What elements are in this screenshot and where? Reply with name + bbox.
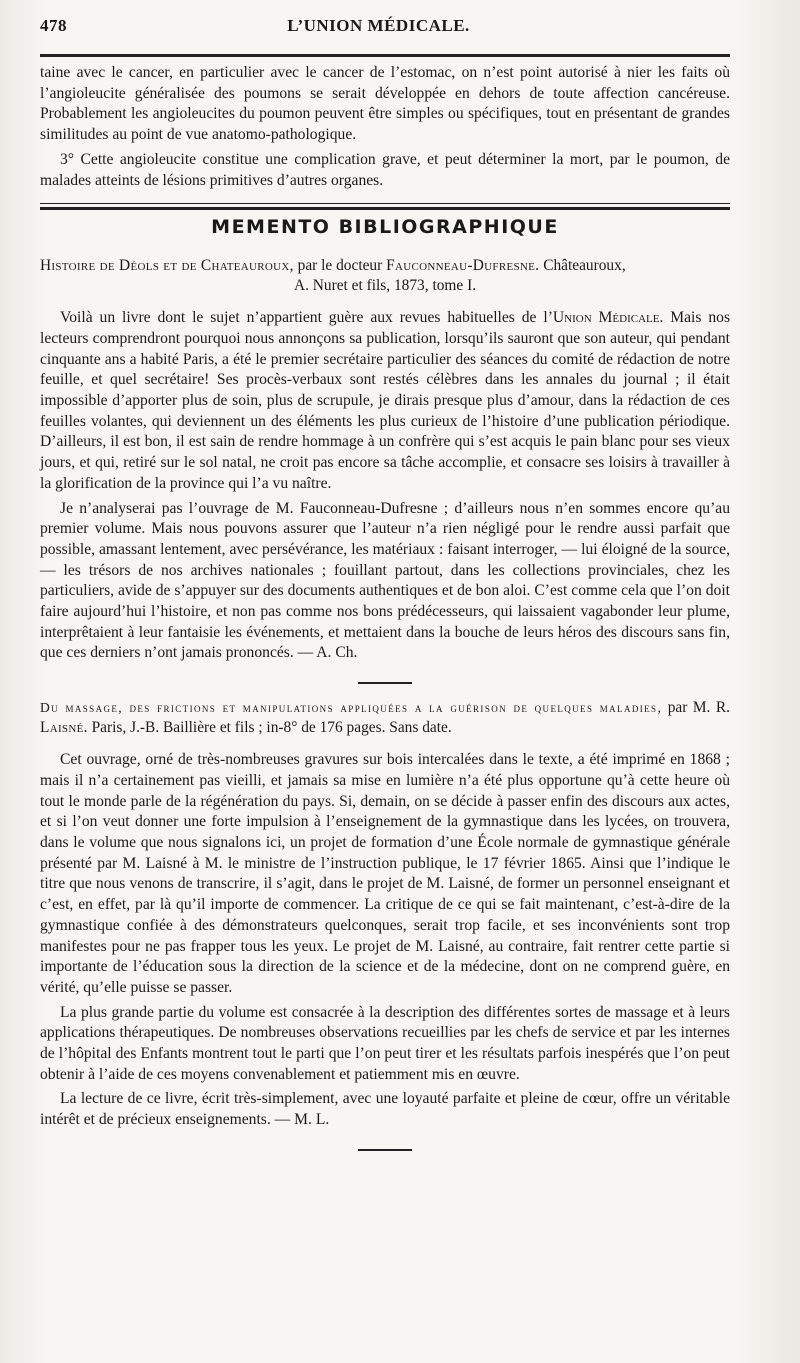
entry1-by: par le docteur (297, 257, 383, 275)
conclusion-point-3: 3° Cette angioleucite constitue une complication grave, et peut déterminer la mort, par le poumon, de malades atteints de lésions primitives d’autres organes. (40, 150, 730, 189)
page-header (40, 16, 730, 50)
section-divider (40, 203, 730, 210)
entry1-place: Châteauroux, (543, 257, 626, 275)
entry1-title: Histoire de Déols et de Chateauroux, (40, 257, 294, 275)
entry1-paragraph-1 (40, 308, 730, 494)
entry1-author: Fauconneau-Dufresne. (386, 257, 540, 275)
entry2-author: Laisné. (40, 719, 88, 737)
entry2-publisher: Paris, J.-B. Baillière et fils ; in-8° de 176 pages. Sans date. (91, 719, 452, 737)
entry2-paragraph-1: Cet ouvrage, orné de très-nombreuses gravures sur bois intercalées dans le texte, a été imprimé en 1868 ; mais il n’a certainement pas vieilli, et jamais sa mise en lumière n’a été plus opportune qu’à cette heure où tout le monde parle de la régénération du pays. Si, demain, on se décide à passer enfin des discours aux actes, et si l’on veut donner une forte impulsion à l’enseignement de la gymnastique dans les lycées, on trouvera, dans le volume que nous signalons ici, un projet de formation d’une École normale de gymnastique générale présenté par M. Laisné à M. le ministre de l’instruction publique, le 17 février 1865. Ainsi que l’indique le titre que nous venons de transcrire, il s’agit, dans le projet de M. Laisné, de former un personnel enseignant et c’est, en effet, par là qu’il importe de commencer. La critique de ce qui se fait maintenant, c’est-à-dire de la gymnastique confiée à des démonstrateurs quelconques, serait trop facile, et ses inconvénients sont trop manifestes pour ne pas frapper tous les yeux. Le projet de M. Laisné, au contraire, fait rentrer cette partie si importante de l’éducation sous la direction de la science et de la médecine, dont on ne comprend guère, en vérité, qu’elle puisse se passer. (40, 751, 730, 996)
entry1-heading (40, 256, 730, 296)
header-rule (40, 54, 730, 57)
entry1-paragraph-1-start: Voilà un livre dont le sujet n’appartient guère aux revues habituelles de l’ (60, 309, 553, 327)
entry1-publisher: A. Nuret et fils, 1873, tome I. (293, 277, 477, 295)
entry2-heading (40, 698, 730, 738)
section-title: MEMENTO BIBLIOGRAPHIQUE (211, 216, 559, 239)
continued-paragraph: taine avec le cancer, en particulier avec le cancer de l’estomac, on n’est point autorisé à nier les faits où l’angioleucite généralisée des poumons se serait développée en dehors de toute affection cancéreuse. Probablement les angioleucites du poumon peuvent être simples ou spécifiques, tout en présentant de grandes similitudes au point de vue anatomo-pathologique. (40, 64, 730, 144)
entry2-paragraph-2: La plus grande partie du volume est consacrée à la description des différentes sortes de massage et à leurs applications thérapeutiques. De nombreuses observations recueillies par les chefs de service et par les internes de l’hôpital des Enfants montrent tout le parti que l’on peut tirer et les résultats parfois inespérés que l’on peut obtenir à l’aide de ces moyens convenablement et patiemment mis en œuvre. (40, 1003, 730, 1083)
entry-separator (358, 682, 412, 684)
end-separator (358, 1149, 412, 1151)
entry2-paragraph-3: La lecture de ce livre, écrit très-simplement, avec une loyauté parfaite et pleine de cœur, offre un véritable intérêt et de précieux enseignements. — M. L. (40, 1090, 730, 1129)
entry2-by: par M. R. (667, 699, 730, 717)
page-number: 478 (40, 16, 67, 35)
entry2-title: Du massage, des frictions et manipulations appliquées a la guérison de quelques maladies, (40, 700, 663, 716)
journal-name: Union Médicale. (552, 309, 664, 327)
running-title: L’UNION MÉDICALE. (287, 16, 470, 35)
entry1-paragraph-2: Je n’analyserai pas l’ouvrage de M. Fauconneau-Dufresne ; d’ailleurs nous n’en sommes encore qu’au premier volume. Mais nous pouvons assurer que l’auteur n’a rien négligé pour le rendre aussi parfait que possible, amassant lentement, avec persévérance, les matériaux : faisant interroger, — lui éloigné de la source, — les trésors de nos archives nationales ; fouillant partout, dans les collections provinciales, chez les particuliers, avide de s’appuyer sur des documents authentiques et de bon aloi. C’est comme cela que l’on doit faire aujourd’hui l’histoire, et non pas comme nos bons prédécesseurs, qui laissaient vagabonder leur plume, interprêtaient à leur fantaisie les événements, et mettaient dans la bouche de leurs héros des discours sans fin, que ces derniers n’ont jamais prononcés. — A. Ch. (40, 499, 730, 662)
entry1-paragraph-1-rest: Mais nos lecteurs comprendront pourquoi nous annonçons sa publication, lorsqu’ils sauront que son auteur, qui pendant cinquante ans a habité Paris, a été le premier secrétaire particulier des séances du comité de rédaction de notre feuille, et quel secrétaire! Ses procès-verbaux sont restés célèbres dans les annales du journal ; il était impossible d’apporter plus de soin, plus de scrupule, je dirais presque plus d’amour, dans la rédaction de ces feuilles volantes, qui deviennent un des éléments les plus curieux de l’histoire d’une publication périodique. D’ailleurs, il est bon, il est sain de rendre hommage à un confrère qui s’est acquis le pain blanc pour ses vieux jours, et qui, retiré sur le sol natal, ne croit pas encore sa tâche accomplie, et consacre ses loisirs à travailler à la glorification de la province qui l’a vu naître. (40, 309, 731, 492)
